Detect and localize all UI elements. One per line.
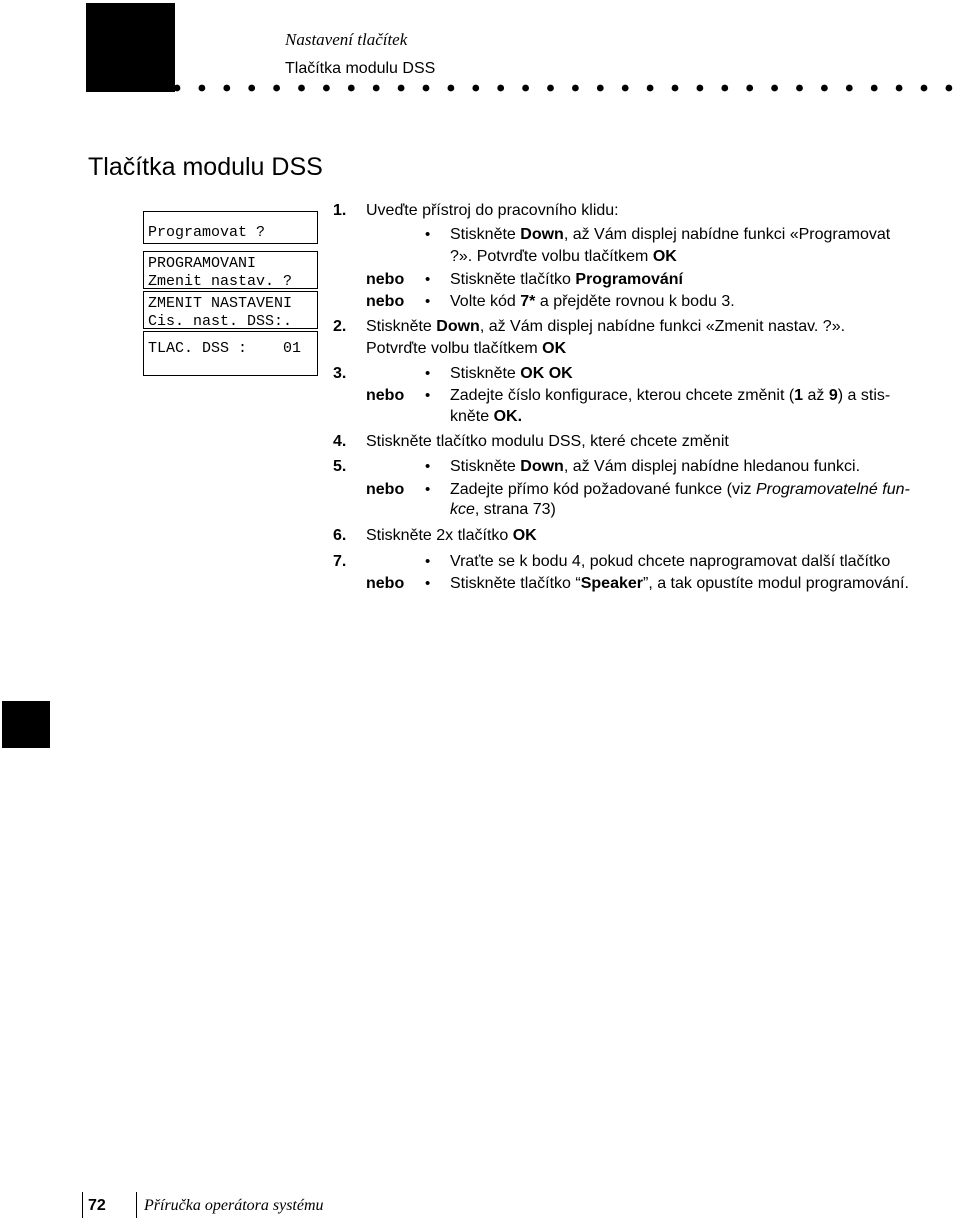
step-text: Zadejte číslo konfigurace, kterou chcete změnit (1 až 9) a stis- xyxy=(450,387,891,404)
rule-dot xyxy=(821,85,828,92)
footer-title: Příručka operátora systému xyxy=(144,1197,324,1214)
rule-dot xyxy=(472,85,479,92)
or-label: nebo xyxy=(366,481,405,498)
or-label: nebo xyxy=(366,271,405,288)
rule-dot xyxy=(298,85,305,92)
page-number: 72 xyxy=(88,1197,106,1214)
corner-block xyxy=(86,3,175,92)
rule-dot xyxy=(497,85,504,92)
lcd-display-4: TLAC. DSS : 01 xyxy=(143,331,318,376)
rule-dot xyxy=(921,85,928,92)
rule-dot xyxy=(199,85,206,92)
rule-dot xyxy=(846,85,853,92)
rule-dot xyxy=(223,85,230,92)
lcd-display-2: PROGRAMOVANI Zmenit nastav. ? xyxy=(143,251,318,289)
bullet-icon: • xyxy=(425,553,431,570)
footer-divider xyxy=(82,1192,83,1218)
rule-dot xyxy=(174,85,181,92)
step-text: Stiskněte tlačítko modulu DSS, které chcete změnit xyxy=(366,433,729,450)
rule-dot xyxy=(348,85,355,92)
rule-dot xyxy=(647,85,654,92)
rule-dot xyxy=(871,85,878,92)
rule-dot xyxy=(398,85,405,92)
step-number: 2. xyxy=(333,318,347,335)
rule-dot xyxy=(448,85,455,92)
rule-dot xyxy=(373,85,380,92)
page-heading: Tlačítka modulu DSS xyxy=(88,153,323,181)
step-text: kce, strana 73) xyxy=(450,501,556,518)
rule-dot xyxy=(423,85,430,92)
step-number: 5. xyxy=(333,458,347,475)
bullet-icon: • xyxy=(425,365,431,382)
bullet-icon: • xyxy=(425,387,431,404)
or-label: nebo xyxy=(366,387,405,404)
bullet-icon: • xyxy=(425,575,431,592)
step-text: Vraťte se k bodu 4, pokud chcete naprogramovat další tlačítko xyxy=(450,553,891,570)
rule-dot xyxy=(721,85,728,92)
rule-dot xyxy=(771,85,778,92)
or-label: nebo xyxy=(366,575,405,592)
rule-dot xyxy=(946,85,953,92)
dotted-rule xyxy=(172,84,960,92)
step-text: Stiskněte tlačítko “Speaker”, a tak opustíte modul programování. xyxy=(450,575,909,592)
step-text: Uveďte přístroj do pracovního klidu: xyxy=(366,202,619,219)
step-text: kněte OK. xyxy=(450,408,523,425)
side-thumb-tab xyxy=(2,701,50,748)
step-text: Stiskněte Down, až Vám displej nabídne funkci «Programovat xyxy=(450,226,891,243)
step-number: 3. xyxy=(333,365,347,382)
or-label: nebo xyxy=(366,293,405,310)
rule-dot xyxy=(896,85,903,92)
step-text: Volte kód 7* a přejděte rovnou k bodu 3. xyxy=(450,293,735,310)
header-title: Tlačítka modulu DSS xyxy=(285,60,436,77)
rule-dot xyxy=(547,85,554,92)
rule-dot xyxy=(273,85,280,92)
step-number: 1. xyxy=(333,202,347,219)
rule-dot xyxy=(672,85,679,92)
header-section: Nastavení tlačítek xyxy=(285,30,408,49)
bullet-icon: • xyxy=(425,271,431,288)
step-text: Stiskněte Down, až Vám displej nabídne hledanou funkci. xyxy=(450,458,861,475)
lcd-display-1: Programovat ? xyxy=(143,211,318,244)
rule-dot xyxy=(248,85,255,92)
step-number: 4. xyxy=(333,433,347,450)
lcd-display-3: ZMENIT NASTAVENI Cis. nast. DSS:. xyxy=(143,291,318,329)
bullet-icon: • xyxy=(425,481,431,498)
bullet-icon: • xyxy=(425,293,431,310)
step-text: ?». Potvrďte volbu tlačítkem OK xyxy=(450,248,677,265)
rule-dot xyxy=(697,85,704,92)
step-number: 6. xyxy=(333,527,347,544)
rule-dot xyxy=(622,85,629,92)
rule-dot xyxy=(746,85,753,92)
footer-divider xyxy=(136,1192,137,1218)
bullet-icon: • xyxy=(425,458,431,475)
step-text: Stiskněte OK OK xyxy=(450,365,573,382)
rule-dot xyxy=(572,85,579,92)
step-number: 7. xyxy=(333,553,347,570)
step-text: Potvrďte volbu tlačítkem OK xyxy=(366,340,567,357)
step-text: Stiskněte Down, až Vám displej nabídne funkci «Zmenit nastav. ?». xyxy=(366,318,846,335)
rule-dot xyxy=(597,85,604,92)
step-text: Zadejte přímo kód požadované funkce (viz Programovatelné fun- xyxy=(450,481,910,498)
rule-dot xyxy=(522,85,529,92)
bullet-icon: • xyxy=(425,226,431,243)
step-text: Stiskněte tlačítko Programování xyxy=(450,271,683,288)
rule-dot xyxy=(323,85,330,92)
step-text: Stiskněte 2x tlačítko OK xyxy=(366,527,537,544)
rule-dot xyxy=(796,85,803,92)
